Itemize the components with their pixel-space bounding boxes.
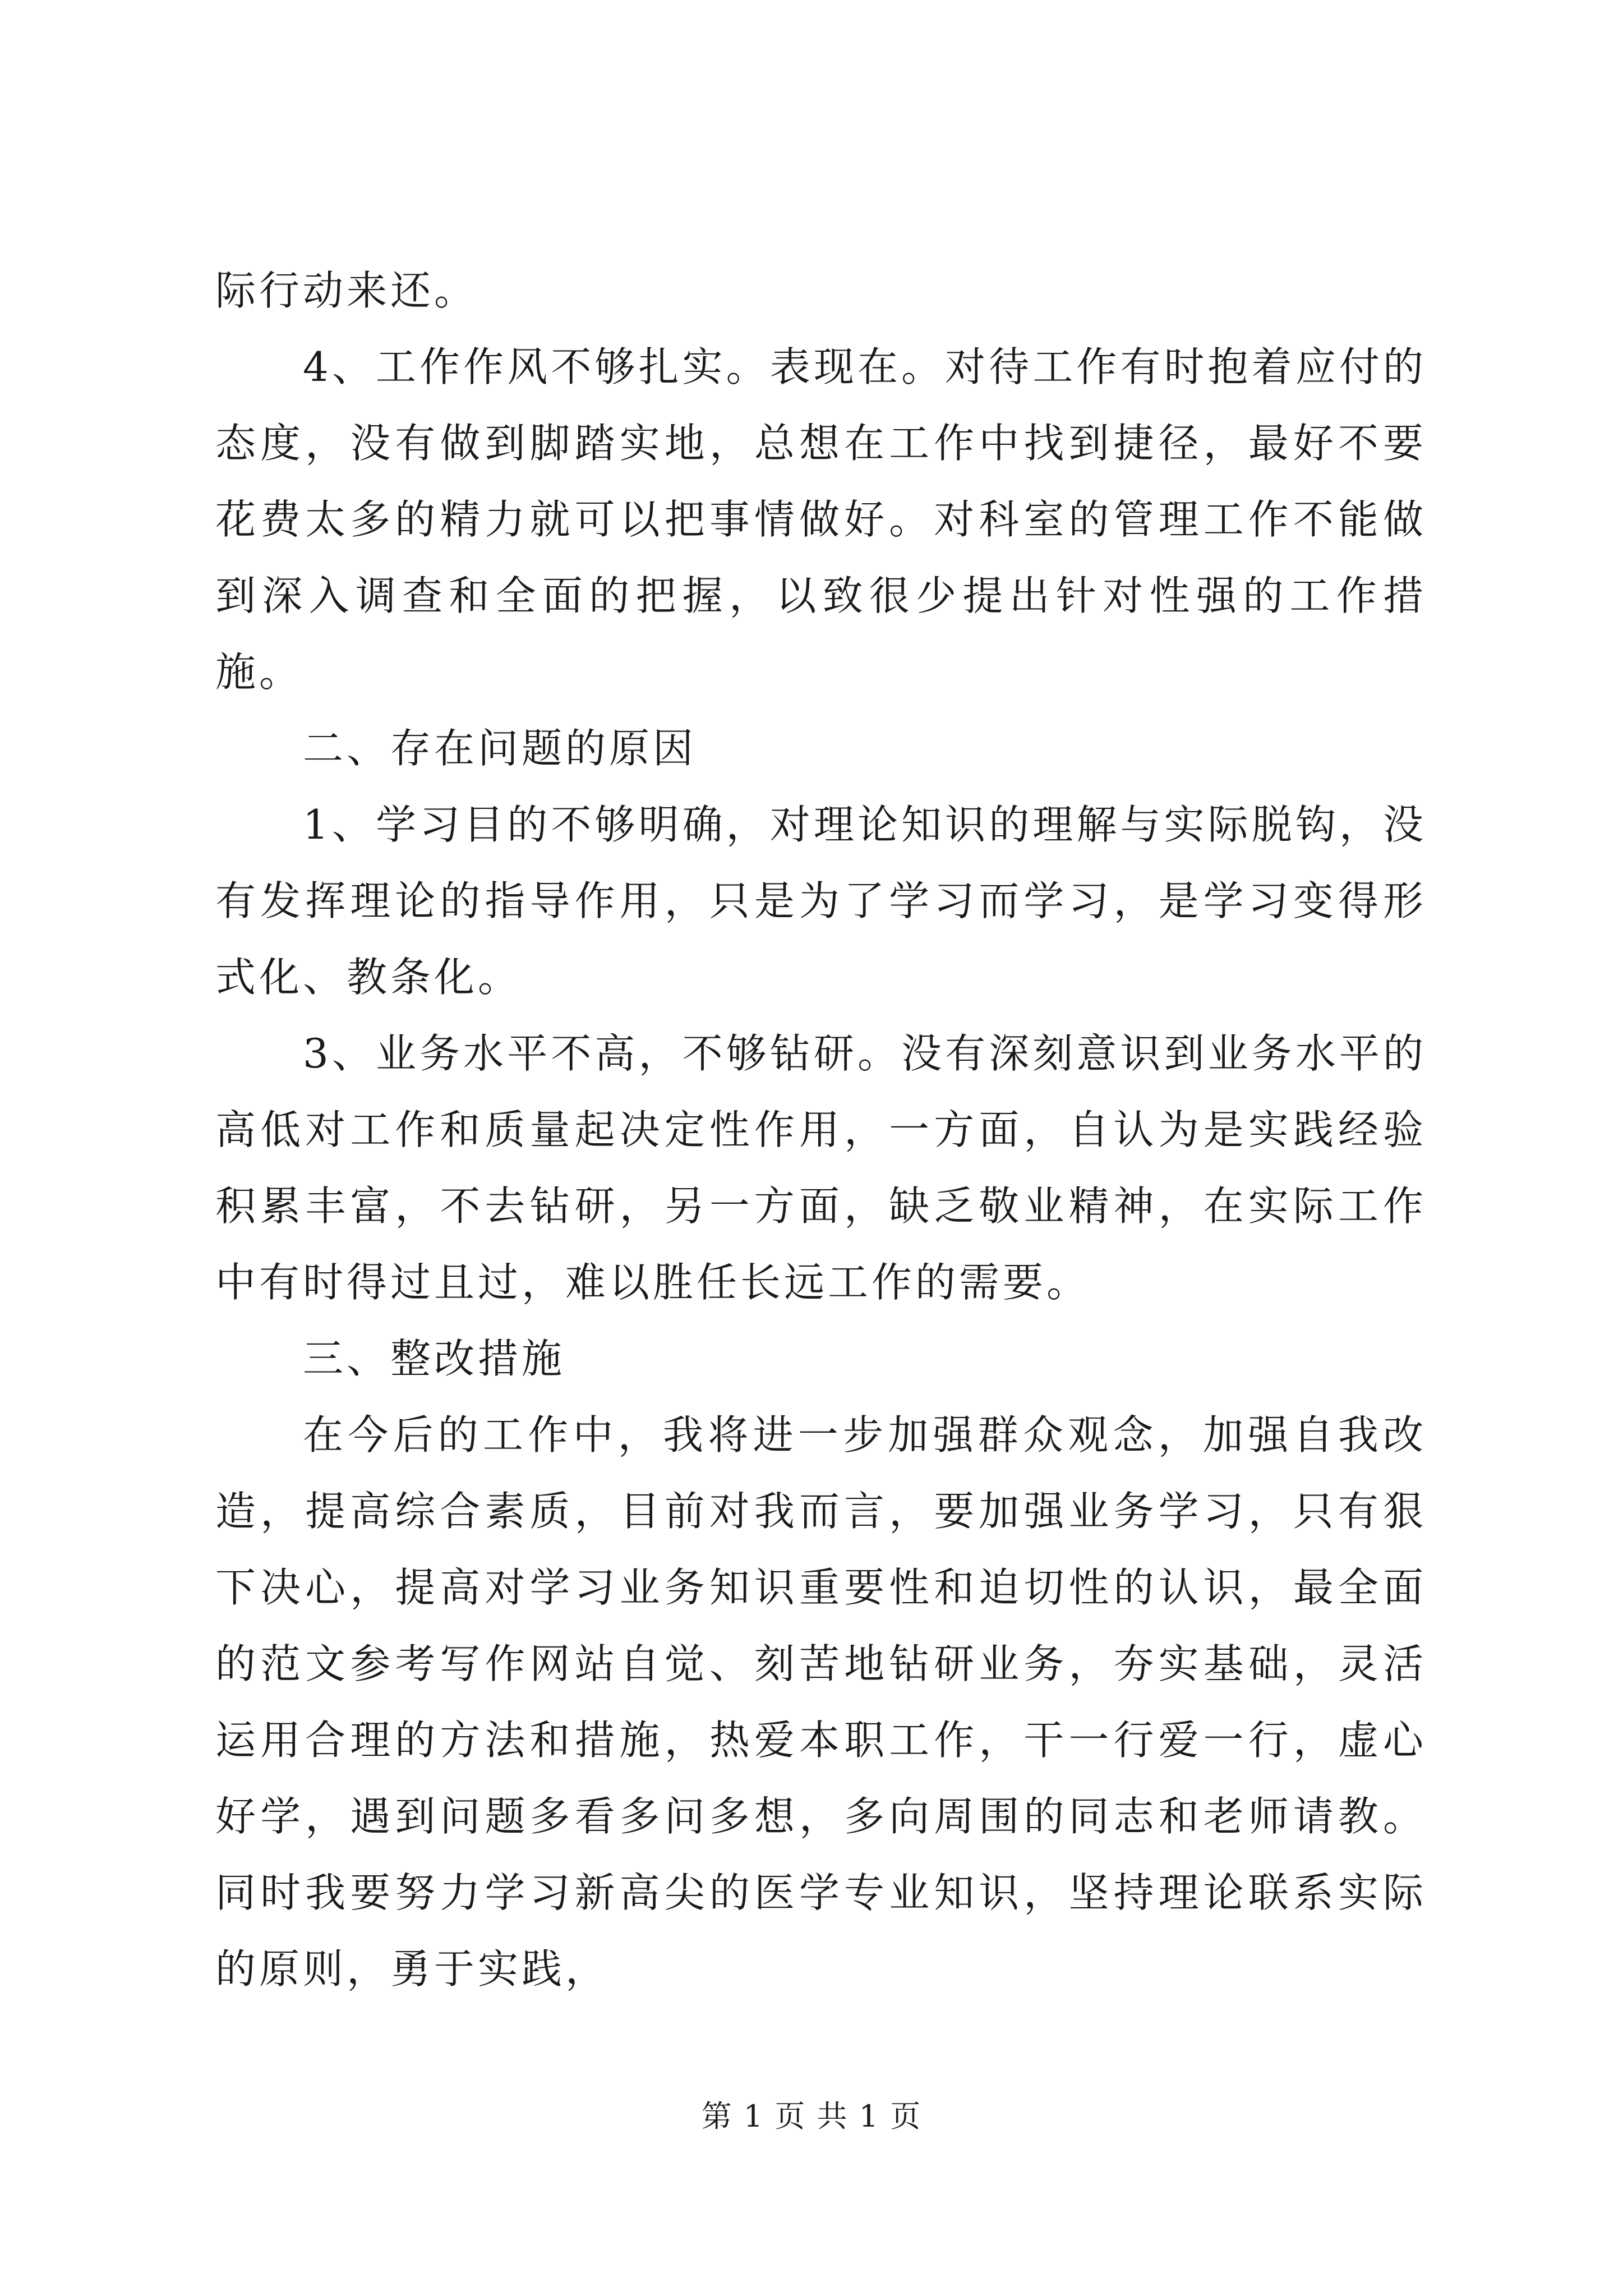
paragraph-study-purpose: 1、学习目的不够明确，对理论知识的理解与实际脱钩，没有发挥理论的指导作用，只是为了学习而学习，是学习变得形式化、教条化。 bbox=[215, 801, 1427, 1001]
paragraph-work-style: 4、工作作风不够扎实。表现在。对待工作有时抱着应付的态度，没有做到脚踏实地，总想在工作中找到捷径，最好不要花费太多的精力就可以把事情做好。对科室的管理工作不能做到深入调查和全面的把握，以致很少提出针对性强的工作措施。 bbox=[215, 343, 1427, 696]
paragraph-continuation: 际行动来还。 bbox=[215, 267, 478, 314]
document-body bbox=[215, 252, 1427, 2007]
page-footer: 第 1 页 共 1 页 bbox=[701, 2099, 922, 2134]
paragraph-future-work: 在今后的工作中，我将进一步加强群众观念，加强自我改造，提高综合素质，目前对我而言，要加强业务学习，只有狠下决心，提高对学习业务知识重要性和迫切性的认识，最全面的范文参考写作网站自觉、刻苦地钻研业务，夯实基础，灵活运用合理的方法和措施，热爱本职工作，干一行爱一行，虚心好学，遇到问题多看多问多想，多向周围的同志和老师请教。同时我要努力学习新高尖的医学专业知识，坚持理论联系实际的原则，勇于实践， bbox=[215, 1411, 1427, 1993]
paragraph-business-level: 3、业务水平不高，不够钻研。没有深刻意识到业务水平的高低对工作和质量起决定性作用，一方面，自认为是实践经验积累丰富，不去钻研，另一方面，缺乏敬业精神，在实际工作中有时得过且过，难以胜任长远工作的需要。 bbox=[215, 1030, 1427, 1306]
section-heading-measures: 三、整改措施 bbox=[303, 1335, 566, 1382]
section-heading-causes: 二、存在问题的原因 bbox=[303, 725, 697, 772]
